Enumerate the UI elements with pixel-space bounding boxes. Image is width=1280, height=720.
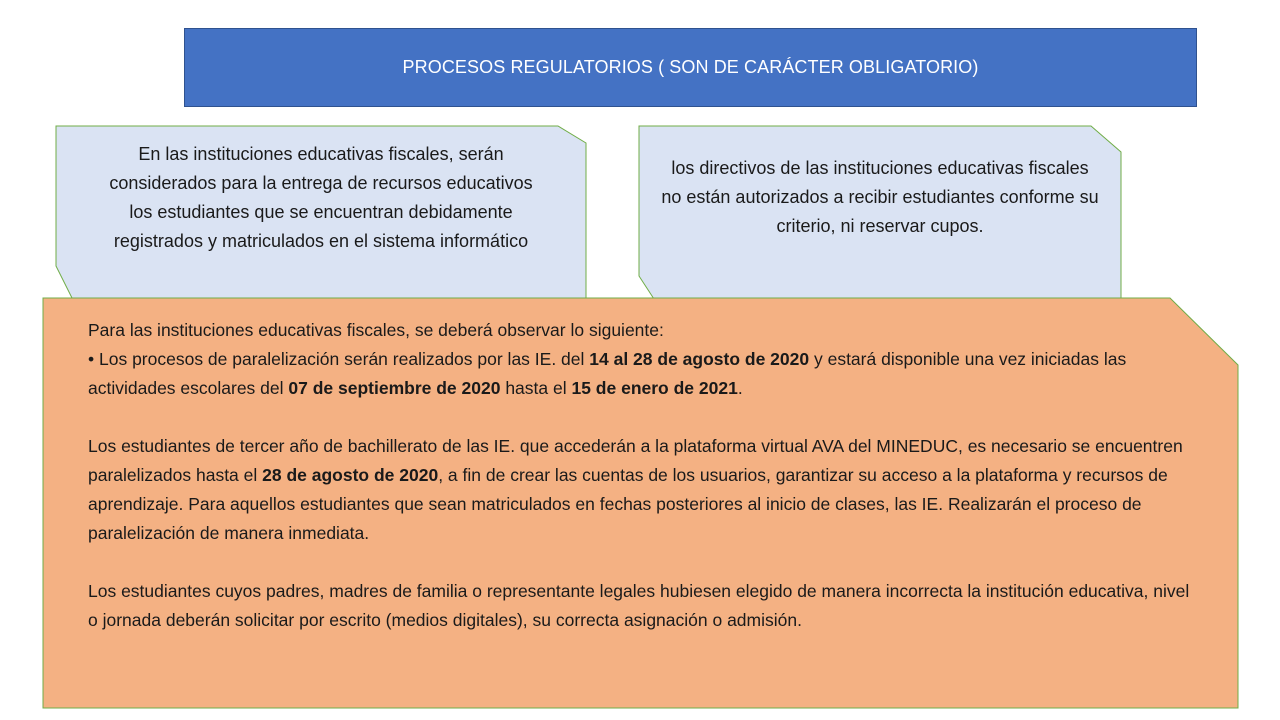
info-box-text: En las instituciones educativas fiscales, serán considerados para la entrega de recursos educativos los estudiantes que se encuentran debidamente registrados y matriculados en el sistema informático [109, 144, 533, 251]
page-title: PROCESOS REGULATORIOS ( SON DE CARÁCTER OBLIGATORIO) [402, 57, 979, 77]
date-highlight: 28 de agosto de 2020 [262, 465, 439, 485]
title-banner [184, 28, 1197, 107]
paralelizacion-paragraph: • Los procesos de paralelización serán realizados por las IE. del 14 al 28 de agosto de 2020 y estará disponible una vez iniciadas las actividades escolares del 07 de septiembre de 2020 hasta el 15 de enero de 2021. [88, 349, 1127, 398]
paragraph-spacer [88, 403, 1198, 432]
info-box-registered-students [56, 126, 586, 322]
info-box-text: los directivos de las instituciones educativas fiscales no están autorizados a recibir estudiantes conforme su criterio, ni reservar cupos. [661, 158, 1099, 236]
info-box-directors-policy [639, 126, 1121, 322]
date-highlight: 14 al 28 de agosto de 2020 [589, 349, 810, 369]
paragraph-spacer [88, 548, 1198, 577]
main-content-text [43, 298, 1238, 635]
reassignment-paragraph: Los estudiantes cuyos padres, madres de familia o representante legales hubiesen elegido de manera incorrecta la institución educativa, nivel o jornada deberán solicitar por escrito (medios digitales), su correcta asignación o admisión. [88, 581, 1190, 630]
bachillerato-paragraph: Los estudiantes de tercer año de bachillerato de las IE. que accederán a la plataforma virtual AVA del MINEDUC, es necesario se encuentren paralelizados hasta el 28 de agosto de 2020, a fin de crear las cuentas de los usuarios, garantizar su acceso a la plataforma y recursos de aprendizaje. Para aquellos estudiantes que sean matriculados en fechas posteriores al inicio de clases, las IE. Realizarán el proceso de paralelización de manera inmediata. [88, 436, 1183, 543]
main-content-box [43, 298, 1238, 708]
intro-paragraph: Para las instituciones educativas fiscales, se deberá observar lo siguiente: [88, 320, 664, 340]
date-highlight: 07 de septiembre de 2020 [288, 378, 501, 398]
date-highlight: 15 de enero de 2021 [571, 378, 738, 398]
